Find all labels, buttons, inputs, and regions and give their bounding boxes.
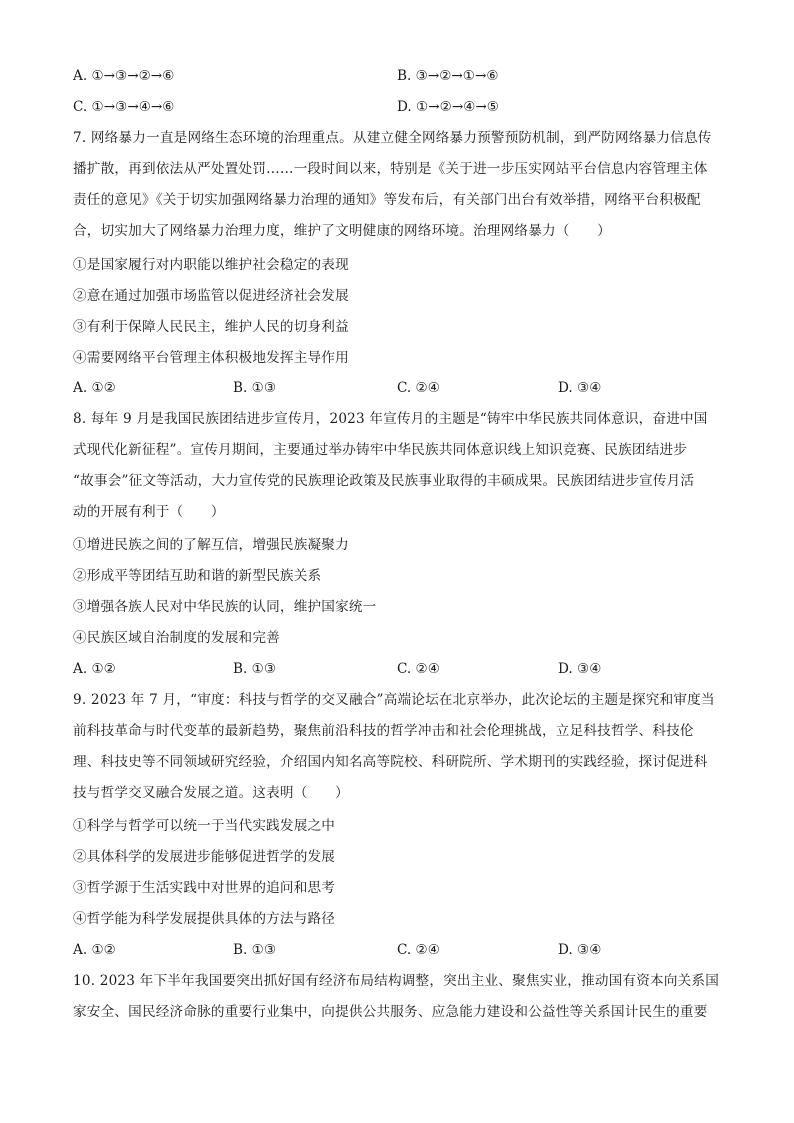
- q7-statement: ①是国家履行对内职能以维护社会稳定的表现: [73, 257, 349, 273]
- q7-stem-line: 7. 网络暴力一直是网络生态环境的治理重点。从建立健全网络暴力预警预防机制，到严防网络暴力信息传: [73, 130, 712, 146]
- q7-option-c: C. ②④: [397, 380, 440, 396]
- q9-option-d: D. ③④: [558, 942, 602, 958]
- q7-stem-line: 合，切实加大了网络暴力治理力度，维护了文明健康的网络环境。治理网络暴力（ ）: [73, 223, 611, 239]
- q8-stem-line: 8. 每年 9 月是我国民族团结进步宣传月，2023 年宣传月的主题是“铸牢中华民族共同体意识，奋进中国: [73, 411, 708, 427]
- q8-option-c: C. ②④: [397, 661, 440, 677]
- q8-stem-line: “故事会”征文等活动，大力宣传党的民族理论政策及民族事业取得的丰硕成果。民族团结进步宣传月活: [73, 473, 695, 489]
- q8-option-d: D. ③④: [558, 661, 602, 677]
- q9-option-b: B. ①③: [233, 942, 277, 958]
- q6-option-d: D. ①→②→④→⑤: [397, 99, 499, 115]
- q7-option-b: B. ①③: [233, 380, 277, 396]
- q8-stem-line: 动的开展有利于（ ）: [73, 504, 225, 520]
- q8-statement: ②形成平等团结互助和谐的新型民族关系: [73, 568, 322, 584]
- q6-option-a: A. ①→③→②→⑥: [73, 68, 175, 84]
- q7-statement: ④需要网络平台管理主体积极地发挥主导作用: [73, 350, 349, 366]
- q9-option-c: C. ②④: [397, 942, 440, 958]
- q9-stem-line: 9. 2023 年 7 月，“审度：科技与哲学的交叉融合”高端论坛在北京举办，此次论坛的主题是探究和审度当: [73, 692, 715, 708]
- q9-statement: ③哲学源于生活实践中对世界的追问和思考: [73, 880, 336, 896]
- q8-option-a: A. ①②: [73, 661, 116, 677]
- q8-statement: ①增进民族之间的了解互信，增强民族凝聚力: [73, 537, 349, 553]
- q10-stem-line: 10. 2023 年下半年我国要突出抓好国有经济布局结构调整，突出主业、聚焦实业，推动国有资本向关系国: [73, 973, 719, 989]
- q9-option-a: A. ①②: [73, 942, 116, 958]
- q7-statement: ③有利于保障人民民主，维护人民的切身利益: [73, 319, 349, 335]
- q8-statement: ④民族区域自治制度的发展和完善: [73, 630, 280, 646]
- q6-option-b: B. ③→②→①→⑥: [397, 68, 499, 84]
- q8-option-b: B. ①③: [233, 661, 277, 677]
- q7-option-d: D. ③④: [558, 380, 602, 396]
- q6-option-c: C. ①→③→④→⑥: [73, 99, 175, 115]
- q9-stem-line: 技与哲学交叉融合发展之道。这表明（ ）: [73, 785, 349, 801]
- q7-statement: ②意在通过加强市场监管以促进经济社会发展: [73, 288, 349, 304]
- q9-stem-line: 理、科技史等不同领域研究经验，介绍国内知名高等院校、科研院所、学术期刊的实践经验，探讨促进科: [73, 754, 708, 770]
- q7-option-a: A. ①②: [73, 380, 116, 396]
- q10-stem-line: 家安全、国民经济命脉的重要行业集中，向提供公共服务、应急能力建设和公益性等关系国计民生的重要: [73, 1004, 708, 1020]
- q7-stem-line: 播扩散，再到依法从严处置处罚……一段时间以来，特别是《关于进一步压实网站平台信息内容管理主体: [73, 161, 708, 177]
- q9-statement: ②具体科学的发展进步能够促进哲学的发展: [73, 849, 336, 865]
- q9-statement: ④哲学能为科学发展提供具体的方法与路径: [73, 911, 336, 927]
- q9-stem-line: 前科技革命与时代变革的最新趋势，聚焦前沿科技的哲学冲击和社会伦理挑战，立足科技哲学、科技伦: [73, 723, 694, 739]
- q9-statement: ①科学与哲学可以统一于当代实践发展之中: [73, 818, 336, 834]
- q8-statement: ③增强各族人民对中华民族的认同，维护国家统一: [73, 599, 377, 615]
- q7-stem-line: 责任的意见》《关于切实加强网络暴力治理的通知》等发布后，有关部门出台有效举措，网络平台积极配: [73, 192, 701, 208]
- q8-stem-line: 式现代化新征程”。宣传月期间，主要通过举办铸牢中华民族共同体意识线上知识竞赛、民族团结进步: [73, 442, 688, 458]
